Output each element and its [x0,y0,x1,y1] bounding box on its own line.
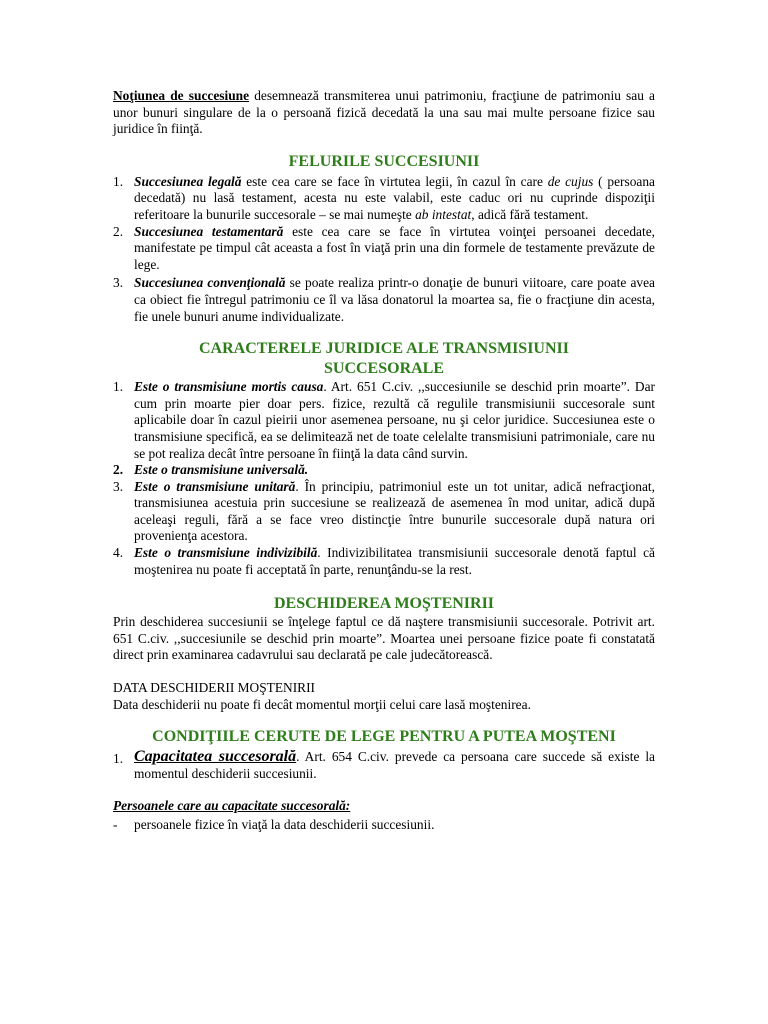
intro-text: desemnează transmiterea unui patrimoniu, fracţiune de patrimoniu sau a unor bunuri singulare de la o persoană fizică decedată la una sau mai multe persoane fizice sau juridice în fiinţă. [113,88,655,137]
item-term: Este o transmisiune unitară [134,478,296,494]
item-number: 1. [113,751,124,767]
item-number: 3. [113,275,124,291]
deschiderea-paragraph: Prin deschiderea succesiunii se înţelege faptul ce dă naştere transmisiunii succesorale. Potrivit art. 651 C.civ. ,,succesiunile se deschid prin moarte”. Moartea unei persoane fizice poate fi constatată direct prin examinarea cadavrului sau declarată pe cale judecătorească. [113,614,655,663]
caractere-item-4 [113,545,655,578]
felurile-item-2 [113,224,655,274]
item-term: Este o transmisiune universală. [134,462,309,478]
caractere-title [113,339,655,379]
item-text: , adică fără testament. [471,206,589,222]
caractere-item-2 [113,462,655,479]
felurile-list [113,174,655,325]
item-number: 2. [113,223,124,239]
item-text: este cea care se face în virtutea legii, în cazul în care [241,173,548,189]
persoanele-title: Persoanele care au capacitate succesorală: [113,798,351,814]
conditii-title: CONDIŢIILE CERUTE DE LEGE PENTRU A PUTEA MOŞTENI [152,728,616,746]
item-number: 4. [113,545,124,561]
persoanele-list [113,817,655,834]
caractere-list [113,379,655,578]
item-text: . Indivizibilitatea transmisiunii succesorale denotă faptul că moştenirea nu poate fi acceptată în parte, renunţându-se la rest. [134,545,655,577]
intro-term: Noţiunea de succesiune [113,88,250,103]
item-term: Succesiunea legală [134,173,242,189]
caractere-title-line-2: SUCCESORALE [323,360,445,378]
caractere-item-1 [113,379,655,462]
persoanele-item-1 [113,817,655,834]
deschiderea-title: DESCHIDEREA MOŞTENIRII [273,595,495,613]
item-text: se poate realiza printr-o donaţie de bunuri viitoare, care poate avea ca obiect fie întregul patrimoniu ce îl va lăsa donatorul la moartea sa, fie o fracţiune din acesta, fie unele bunuri anume individualizate. [134,275,655,324]
item-term: Este o transmisiune mortis causa [134,379,324,395]
item-text: ( persoana decedată) nu lasă testament, acesta nu este valabil, este caduc ori nu cuprinde dispoziţii referitoare la bunurile succesorale – se mai numeşte [134,173,655,222]
document-content [113,88,655,834]
data-deschiderii-text: Data deschiderii nu poate fi decât momentul morţii celui care lasă moştenirea. [113,696,531,712]
item-number: 2. [113,462,124,478]
felurile-title: FELURILE SUCCESIUNII [288,152,480,170]
item-italic: de cujus [547,173,594,189]
item-text: este cea care se face în virtutea voinţei persoanei decedate, manifestate pe timpul cât aceasta a fost în viaţă prin una din formele de testamente prevăzute de lege. [134,223,655,272]
item-italic: ab intestat [415,206,472,222]
item-number: 3. [113,478,124,494]
caractere-title-line-1: CARACTERELE JURIDICE ALE TRANSMISIUNII [198,340,569,358]
item-text: . Art. 651 C.civ. ,,succesiunile se deschid prin moarte”. Dar cum prin moarte pier doar pers. fizice, rezultă că regulile transmisiunii succesorale sunt aplicabile doar în cazul pieirii unor asemenea persoane, nu şi celor juridice. Succesiunea este o transmisiune specifică, ea se delimitează net de toate celelalte transmisiuni patrimoniale, care nu se pot realiza decât între persoane în fiinţă la data când survin. [134,379,655,461]
item-number: 1. [113,173,124,189]
item-number: 1. [113,379,124,395]
item-text: . În principiu, patrimoniul este un tot unitar, adică nefracţionat, transmisiunea acestuia prin succesiune se realizează de asemenea în mod unitar, adică după aceleaşi reguli, fără a se face vreo distincţie între bunurile succesorale după natura ori provenienţa acestora. [134,478,655,544]
item-term: Succesiunea testamentară [134,223,284,239]
item-text: persoanele fizice în viaţă la data deschiderii succesiunii. [134,817,435,832]
data-deschiderii-title: DATA DESCHIDERII MOŞTENIRII [113,680,316,696]
intro-paragraph [113,88,655,138]
conditii-list [113,749,655,782]
item-bullet: - [113,817,118,832]
item-term: Succesiunea convenţională [134,275,286,291]
item-term: Capacitatea succesorală [134,748,297,766]
item-text: . Art. 654 C.civ. prevede ca persoana care succede să existe la momentul deschiderii succesiunii. [134,749,655,781]
item-term: Este o transmisiune indivizibilă [134,545,318,561]
caractere-item-3 [113,479,655,545]
felurile-item-3 [113,275,655,325]
conditii-item-1 [113,749,655,782]
felurile-item-1 [113,174,655,224]
